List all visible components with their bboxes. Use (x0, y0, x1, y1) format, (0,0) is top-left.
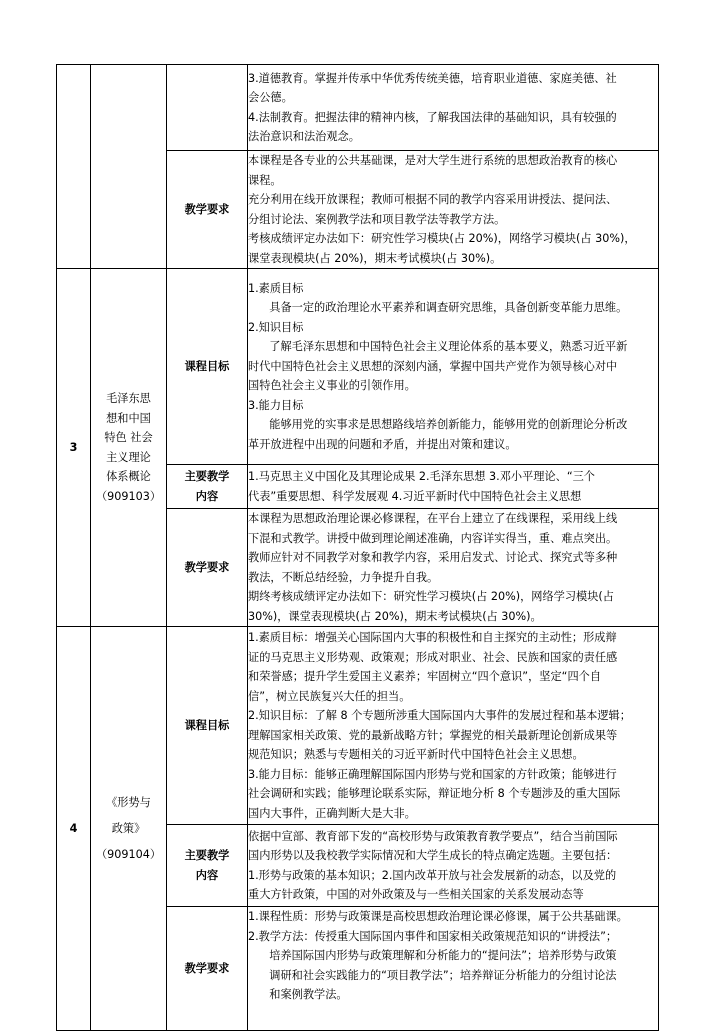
course-name (91, 627, 167, 1031)
content-line: 国内形势以及我校教学实际情况和大学生成长的特点确定选题。主要包括： (248, 849, 618, 862)
table-row (57, 65, 659, 151)
content-line: 1.素质目标：增强关心国际国内大事的积极性和自主探究的主动性；形成辩 (248, 631, 617, 644)
content-line: 课堂表现模块(占 20%)，期末考试模块(占 30%)。 (248, 251, 502, 265)
content-line: 教师应针对不同教学对象和教学内容，采用启发式、讨论式、探究式等多种 (248, 551, 618, 564)
content-line: 本课程是各专业的公共基础课，是对大学生进行系统的思想政治教育的核心 (248, 154, 618, 167)
course-number: 3 (57, 269, 91, 627)
content-line: 社会调研和实践；能够理论联系实际，辩证地分析 8 个专题涉及的重大国际 (248, 787, 621, 800)
content-line: 30%)，课堂表现模块(占 20%)，期末考试模块(占 30%)。 (248, 609, 542, 623)
content-line: 和案例教学法。 (269, 988, 348, 1001)
content-line: 国特色社会主义事业的引领作用。 (248, 379, 416, 393)
content-line: 革开放进程中出现的问题和矛盾，并提出对策和建议。 (248, 437, 517, 451)
content-line: 分组讨论法、案例教学法和项目教学法等教学方法。 (248, 212, 506, 226)
content-line: 规范知识；熟悉与专题相关的习近平新时代中国特色社会主义思想。 (248, 748, 584, 761)
content-line: 理解国家相关政策、党的最新战略方针；掌握党的相关最新理论创新成果等 (248, 728, 618, 742)
content-line: 国内大事件，正确判断大是大非。 (248, 806, 416, 820)
content-line: 考核成绩评定办法如下：研究性学习模块(占 20%)，网络学习模块(占 30%)， (248, 232, 636, 245)
course-name-line: （909103） (95, 489, 162, 503)
content-line: 能够用党的实事求是思想路线培养创新能力，能够用党的创新理论分析改 (269, 418, 628, 432)
section-label-line: 内容 (195, 868, 219, 882)
section-content (248, 151, 659, 269)
content-line: 2.知识目标：了解 8 个专题所涉重大国际国内大事件的发展过程和基本逻辑； (248, 709, 631, 722)
content-line: 时代中国特色社会主义思想的深刻内涵，掌握中国共产党作为领导核心对中 (248, 359, 618, 373)
section-content (248, 627, 659, 825)
section-content (248, 825, 659, 907)
section-label-line: 主要教学 (184, 849, 230, 862)
content-line: 1.课程性质：形势与政策课是高校思想政治理论课必修课，属于公共基础课。 (248, 910, 628, 923)
section-label-line: 主要教学 (184, 470, 230, 483)
course-name-line: 体系概论 (106, 470, 151, 483)
content-line: 1.马克思主义中国化及其理论成果 2.毛泽东思想 3.邓小平理论、“三个 (248, 470, 595, 483)
content-line: 调研和社会实践能力的“项目教学法”；培养辩证分析能力的分组讨论法 (269, 968, 617, 982)
content-line: 期终考核成绩评定办法如下：研究性学习模块(占 20%)，网络学习模块(占 (248, 590, 614, 603)
section-label: 课程目标 (167, 627, 248, 825)
content-line: 2.知识目标 (248, 320, 304, 334)
course-name-cell (91, 65, 167, 269)
content-line: 具备一定的政治理论水平素养和调查研究思维，具备创新变革能力思维。 (269, 301, 628, 315)
section-content (248, 509, 659, 627)
section-label: 课程目标 (167, 269, 248, 465)
content-line: 1.形势与政策的基本知识；2.国内改革开放与社会发展新的动态，以及党的 (248, 868, 617, 882)
content-line: 了解毛泽东思想和中国特色社会主义理论体系的基本要义，熟悉习近平新 (269, 340, 628, 354)
content-line: 培养国际国内形势与政策理解和分析能力的“提问法”；培养形势与政策 (269, 949, 617, 962)
content-line: 充分利用在线开放课程；教师可根据不同的教学内容采用讲授法、提问法、 (248, 193, 618, 206)
section-label: 教学要求 (167, 907, 248, 1031)
section-content (248, 269, 659, 465)
content-line: 法治意识和法治观念。 (248, 130, 360, 143)
content-line: 4.法制教育。把握法律的精神内核，了解我国法律的基础知识，具有较强的 (248, 110, 617, 124)
course-number: 4 (57, 627, 91, 1031)
content-line: 课程。 (248, 173, 282, 187)
course-name-line: （909104） (95, 847, 162, 861)
content-line: 重大方针政策，中国的对外政策及与一些相关国家的关系发展动态等 (248, 888, 584, 901)
content-line: 3.能力目标 (248, 398, 304, 412)
content-line: 3.道德教育。掌握并传承中华优秀传统美德，培育职业道德、家庭美德、社 (248, 71, 617, 85)
content-line: 1.素质目标 (248, 281, 304, 295)
content-line: 和荣誉感；提升学生爱国主义素养；牢固树立“四个意识”，坚定“四个自 (248, 670, 602, 683)
content-line: 代表”重要思想、科学发展观 4.习近平新时代中国特色社会主义思想 (248, 489, 582, 503)
content-line: 会公德。 (248, 91, 293, 104)
course-name-line: 主义理论 (106, 450, 151, 464)
course-name-line: 《形势与 (106, 795, 151, 809)
content-line: 3.能力目标：能够正确理解国际国内形势与党和国家的方针政策；能够进行 (248, 767, 617, 781)
content-line: 下混和式教学。讲授中做到理论阐述准确，内容详实得当，重、难点突出。 (248, 531, 618, 545)
course-name-line: 特色 社会 (104, 431, 153, 444)
course-number-cell (57, 65, 91, 269)
section-label (167, 825, 248, 907)
section-label: 教学要求 (167, 509, 248, 627)
section-label: 教学要求 (167, 151, 248, 269)
course-name-line: 想和中国 (106, 411, 151, 425)
section-label-cell (167, 65, 248, 151)
section-content (248, 907, 659, 1031)
course-name-line: 政策》 (111, 821, 146, 835)
curriculum-table (56, 64, 659, 1031)
section-content (248, 65, 659, 151)
section-label-line: 内容 (195, 489, 219, 503)
course-name-line: 毛泽东思 (106, 392, 151, 405)
content-line: 本课程为思想政治理论课必修课程，在平台上建立了在线课程，采用线上线 (248, 512, 618, 525)
content-line: 依据中宣部、教育部下发的“高校形势与政策教育教学要点”，结合当前国际 (248, 829, 618, 843)
table-row (57, 269, 659, 465)
course-name (91, 269, 167, 627)
section-label (167, 465, 248, 509)
content-line: 证的马克思主义形势观、政策观；形成对职业、社会、民族和国家的责任感 (248, 650, 618, 664)
content-line: 教法，不断总结经验，力争提升自我。 (248, 570, 439, 584)
content-line: 信”，树立民族复兴大任的担当。 (248, 689, 411, 703)
content-line: 2.教学方法：传授重大国际国内事件和国家相关政策规范知识的“讲授法”； (248, 929, 618, 943)
section-content (248, 465, 659, 509)
table-row (57, 627, 659, 825)
